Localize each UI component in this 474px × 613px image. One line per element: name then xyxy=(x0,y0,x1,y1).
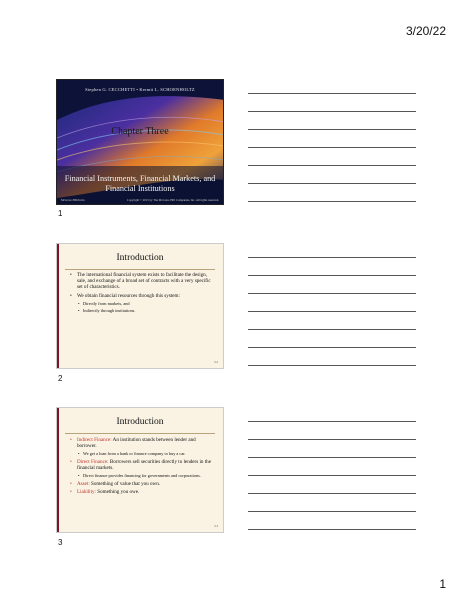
slide-3-title: Introduction xyxy=(116,417,164,427)
slide-1-chapter: Chapter Three xyxy=(111,126,169,137)
slide-2-thumbnail xyxy=(56,243,224,369)
slide-3-number: 3 xyxy=(58,538,63,547)
page-number: 1 xyxy=(439,577,446,591)
bullet: • Indirect Finance: An institution stands between lender and borrower. xyxy=(70,437,196,450)
slide-2-divider xyxy=(65,269,215,270)
bullet: • Asset: Something of value that you own. xyxy=(70,480,161,487)
bullet: • Liability: Something you owe. xyxy=(70,488,140,495)
slide-2-number: 2 xyxy=(58,374,63,383)
slide-2-label: 3-2 xyxy=(214,360,218,364)
sub-bullet: • Directly from markets, and xyxy=(78,300,130,306)
slide-1-notes-lines xyxy=(248,93,416,203)
bullet: • We obtain financial resources through this system: xyxy=(70,292,180,299)
bullet: • The international financial system exists to facilitate the design, sale, and exchange of a broad set of contracts with a very specific set of characteristics. xyxy=(70,272,211,291)
bullet: • Direct Finance: Borrowers sell securities directly to lenders in the financial markets. xyxy=(70,458,211,472)
slide-3-notes-lines xyxy=(248,421,416,531)
slide-2-title: Introduction xyxy=(116,253,164,263)
slide-3-bullets xyxy=(70,437,211,497)
slide-3-divider xyxy=(65,433,215,434)
slide-1-number: 1 xyxy=(58,209,63,218)
sub-bullet: • We get a loan from a bank or finance company to buy a car. xyxy=(78,451,186,457)
page-date: 3/20/22 xyxy=(405,24,446,38)
slide-2-notes-lines xyxy=(248,257,416,367)
slide-2-bullets xyxy=(70,272,211,316)
slide-1-thumbnail xyxy=(56,79,224,205)
sub-bullet: • Direct finance provides financing for governments and corporations. xyxy=(78,473,201,479)
slide-1-footer-right: Copyright © 2015 by The McGraw-Hill Companies, Inc. All rights reserved. xyxy=(126,198,219,202)
sub-bullet: • Indirectly through institutions. xyxy=(78,308,136,314)
slide-1-footer-left: McGraw-Hill/Irwin xyxy=(61,198,85,202)
slide-3-label: 3-3 xyxy=(214,524,218,528)
slide-1-title: Financial Instruments, Financial Markets, and Financial Institutions xyxy=(64,174,216,193)
slide-3-thumbnail xyxy=(56,407,224,533)
slide-1-authors: Stephen G. CECCHETTI • Kermit L. SCHOENHOLTZ xyxy=(85,87,195,92)
